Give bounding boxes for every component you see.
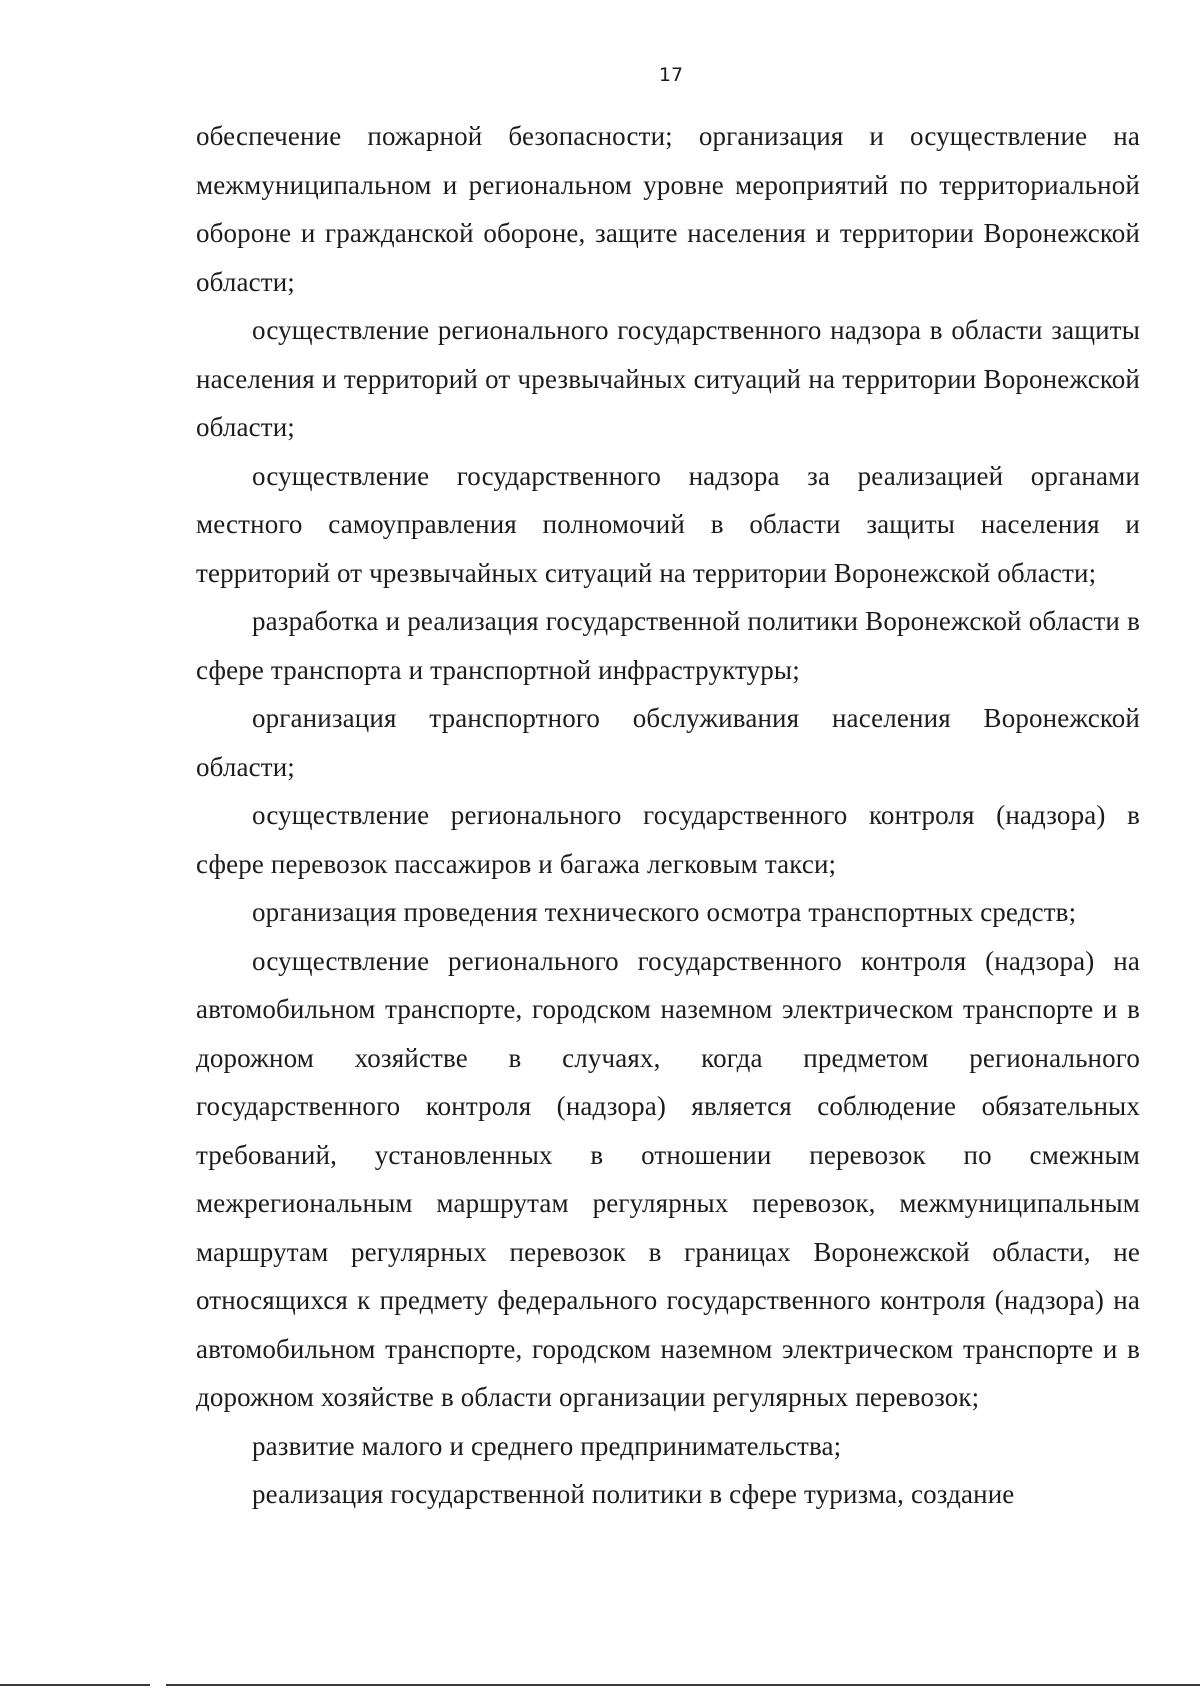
bottom-divider-line [0, 1684, 1200, 1686]
document-body [196, 112, 1140, 1519]
paragraph-taxi-control: осуществление регионального государственного контроля (надзора) в сфере перевозок пассажиров и багажа легковым такси; [196, 800, 1140, 879]
paragraph-tourism-policy: реализация государственной политики в сфере туризма, создание [252, 1479, 1015, 1509]
paragraph-supervision-local-government: осуществление государственного надзора за реализацией органами местного самоуправления полномочий в области защиты населения и территорий от чрезвычайных ситуаций на территории Воронежской области; [196, 460, 1140, 588]
paragraph-technical-inspection: организация проведения технического осмотра транспортных средств; [252, 897, 1077, 927]
paragraph-transport-service: организация транспортного обслуживания населения Воронежской области; [196, 703, 1140, 782]
paragraph-road-transport-control: осуществление регионального государственного контроля (надзора) на автомобильном транспорте, городском наземном электрическом транспорте и в дорожном хозяйстве в случаях, когда предметом регионального государственного контроля (надзора) является соблюдение обязательных требований, установленных в отношении перевозок по смежным межрегиональным маршрутам регулярных перевозок, межмуниципальным маршрутам регулярных перевозок в границах Воронежской области, не относящихся к предмету федерального государственного контроля (надзора) на автомобильном транспорте, городском наземном электрическом транспорте и в дорожном хозяйстве в области организации регулярных перевозок; [196, 945, 1140, 1412]
paragraph-small-business: развитие малого и среднего предпринимательства; [252, 1430, 842, 1461]
paragraph-transport-policy: разработка и реализация государственной политики Воронежской области в сфере транспорта и транспортной инфраструктуры; [196, 606, 1140, 685]
paragraph-fire-safety-defense: обеспечение пожарной безопасности; организация и осуществление на межмуниципальном и региональном уровне мероприятий по территориальной обороне и гражданской обороне, защите населения и территории Воронежской области; [196, 121, 1140, 297]
bottom-divider-gap [150, 1682, 166, 1688]
page-number: 17 [658, 64, 684, 86]
paragraph-regional-supervision-emergency: осуществление регионального государственного надзора в области защиты населения и территорий от чрезвычайных ситуаций на территории Воронежской области; [196, 315, 1140, 442]
